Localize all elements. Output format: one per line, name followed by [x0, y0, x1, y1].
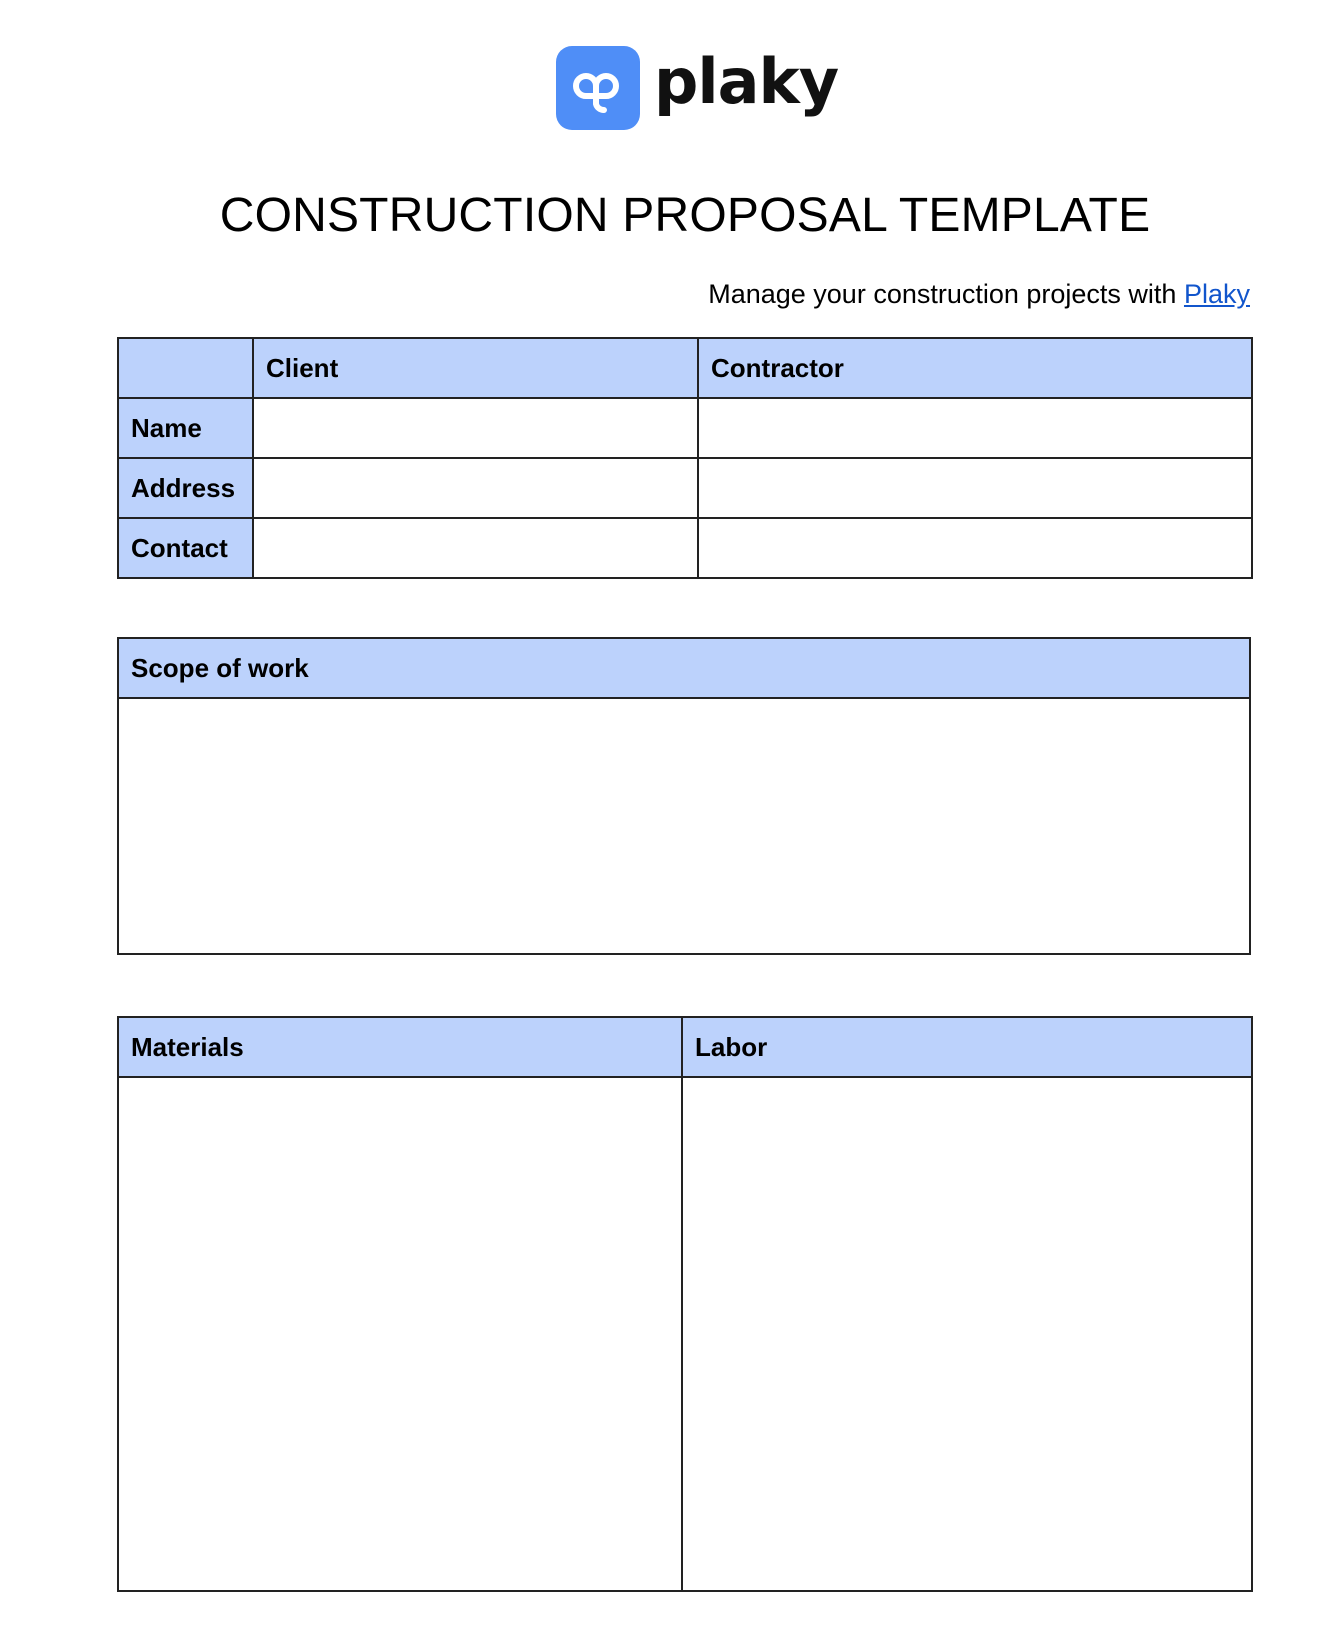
materials-labor-table — [117, 1016, 1253, 1592]
client-contact-field[interactable] — [253, 518, 698, 578]
plaky-wordmark: plaky — [654, 45, 839, 118]
scope-table — [117, 637, 1251, 955]
plaky-logo-icon — [556, 46, 640, 130]
plaky-logo — [556, 46, 838, 130]
tagline — [708, 277, 1250, 311]
tagline-text: Manage your construction projects with — [708, 279, 1177, 309]
materials-field[interactable] — [118, 1077, 682, 1591]
contractor-contact-field[interactable] — [698, 518, 1252, 578]
labor-field[interactable] — [682, 1077, 1252, 1591]
parties-corner-cell — [118, 338, 253, 398]
contractor-name-field[interactable] — [698, 398, 1252, 458]
row-header-name: Name — [118, 398, 253, 458]
contractor-address-field[interactable] — [698, 458, 1252, 518]
page-title: CONSTRUCTION PROPOSAL TEMPLATE — [219, 189, 1151, 242]
client-name-field[interactable] — [253, 398, 698, 458]
parties-table — [117, 337, 1253, 579]
column-header-client: Client — [253, 338, 698, 398]
column-header-labor: Labor — [682, 1017, 1252, 1077]
client-address-field[interactable] — [253, 458, 698, 518]
row-header-contact: Contact — [118, 518, 253, 578]
column-header-contractor: Contractor — [698, 338, 1252, 398]
column-header-materials: Materials — [118, 1017, 682, 1077]
row-header-address: Address — [118, 458, 253, 518]
plaky-link[interactable]: Plaky — [1183, 279, 1250, 309]
scope-header: Scope of work — [118, 638, 1250, 698]
scope-field[interactable] — [118, 698, 1250, 954]
